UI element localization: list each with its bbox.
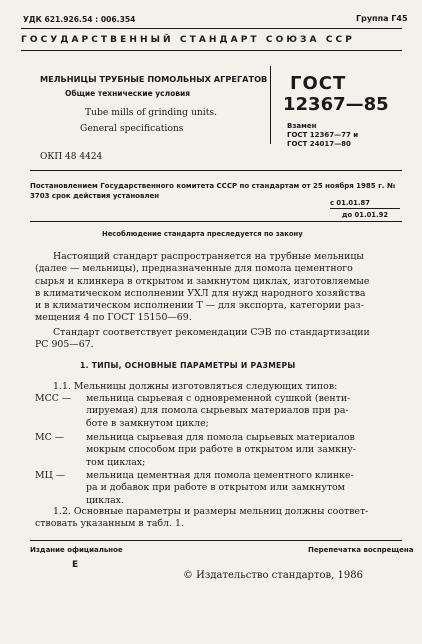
udk-code: УДК 621.926.54 : 006.354: [23, 15, 136, 24]
text-line: сырья и клинкера в открытом и замкнутом циклах, изготовляемые: [35, 275, 370, 287]
title-russian: МЕЛЬНИЦЫ ТРУБНЫЕ ПОМОЛЬНЫХ АГРЕГАТОВ: [40, 74, 268, 84]
okp-code: ОКП 48 4424: [40, 152, 103, 162]
sev-paragraph: [35, 327, 402, 352]
type-term-mc: МЦ —: [35, 470, 66, 481]
text-line: лируемая) для помола сырьевых материалов при ра-: [86, 405, 349, 417]
decree-text: Постановлением Государственного комитета СССР по стандартам от 25 ноября 1985 г. № 3703 срок действия установлен: [30, 182, 396, 200]
text-line: (далее — мельницы), предназначенные для помола цементного: [35, 263, 353, 275]
gost-label: ГОСТ: [290, 73, 347, 94]
official-edition: Издание официальное: [30, 546, 123, 554]
title-divider: [270, 66, 271, 144]
date-rule: [330, 208, 400, 209]
title-english: Tube mills of grinding units.: [85, 107, 218, 118]
text-line: 1.1. Мельницы должны изготовляться следующих типов:: [53, 381, 338, 392]
text-line: мельница цементная для помола цементного клинке-: [86, 470, 354, 481]
okp-rule: [30, 170, 402, 171]
text-line: мокрым способом при работе в открытом или замкну-: [86, 444, 356, 456]
clause-1-1: [35, 381, 402, 393]
text-line: циклах.: [86, 494, 124, 506]
standard-banner: ГОСУДАРСТВЕННЫЙ СТАНДАРТ СОЮЗА ССР: [21, 35, 355, 45]
intro-paragraph: [35, 251, 402, 325]
text-line: 1.2. Основные параметры и размеры мельниц должны соответ-: [53, 506, 369, 517]
text-line: мельница сырьевая с одновременной сушкой (венти-: [86, 393, 351, 404]
text-line: Настоящий стандарт распространяется на трубные мельницы: [53, 251, 364, 262]
text-line: мещения 4 по ГОСТ 15150—69.: [35, 312, 192, 324]
type-definition-mss: [86, 393, 402, 430]
footer-rule: [30, 540, 402, 541]
validity-from: с 01.01.87: [330, 199, 370, 207]
text-line: в климатическом исполнении УХЛ для нужд народного хозяйства: [35, 287, 366, 299]
text-line: боте в замкнутом цикле;: [86, 417, 209, 429]
replaces-label: Взамен: [287, 122, 317, 130]
edition-letter: Е: [72, 560, 79, 570]
decree-rule: [30, 221, 402, 222]
text-line: том циклах;: [86, 456, 146, 468]
type-definition-mc: [86, 470, 402, 507]
type-definition-ms: [86, 432, 402, 469]
text-line: мельница сырьевая для помола сырьевых материалов: [86, 432, 355, 443]
validity-to: до 01.01.92: [342, 211, 389, 219]
legal-warning: Несоблюдение стандарта преследуется по закону: [102, 230, 303, 238]
copyright: © Издательство стандартов, 1986: [183, 570, 363, 581]
top-rule: [21, 28, 402, 29]
replaced-standard-2: ГОСТ 24017—80: [287, 140, 351, 148]
type-term-ms: МС —: [35, 432, 65, 443]
replaced-standard-1: ГОСТ 12367—77 и: [287, 131, 359, 139]
section-title: 1. ТИПЫ, ОСНОВНЫЕ ПАРАМЕТРЫ И РАЗМЕРЫ: [80, 361, 296, 370]
group-code: Группа Г45: [356, 14, 408, 23]
text-line: ствовать указанным в табл. 1.: [35, 518, 184, 530]
clause-1-2: [35, 506, 402, 531]
text-line: ра и добавок при работе в открытом или замкнутом: [86, 482, 345, 494]
text-line: РС 905—67.: [35, 339, 94, 351]
text-line: и в климатическом исполнении Т — для экспорта, категории раз-: [35, 300, 364, 312]
text-line: Стандарт соответствует рекомендации СЭВ по стандартизации: [53, 327, 370, 338]
subtitle-russian: Общие технические условия: [65, 89, 191, 98]
reprint-prohibited: Перепечатка воспрещена: [308, 546, 414, 554]
subtitle-english: General specifications: [80, 123, 184, 134]
gost-number: 12367—85: [283, 94, 389, 115]
type-term-mss: МСС —: [35, 393, 72, 404]
banner-rule: [21, 50, 402, 51]
